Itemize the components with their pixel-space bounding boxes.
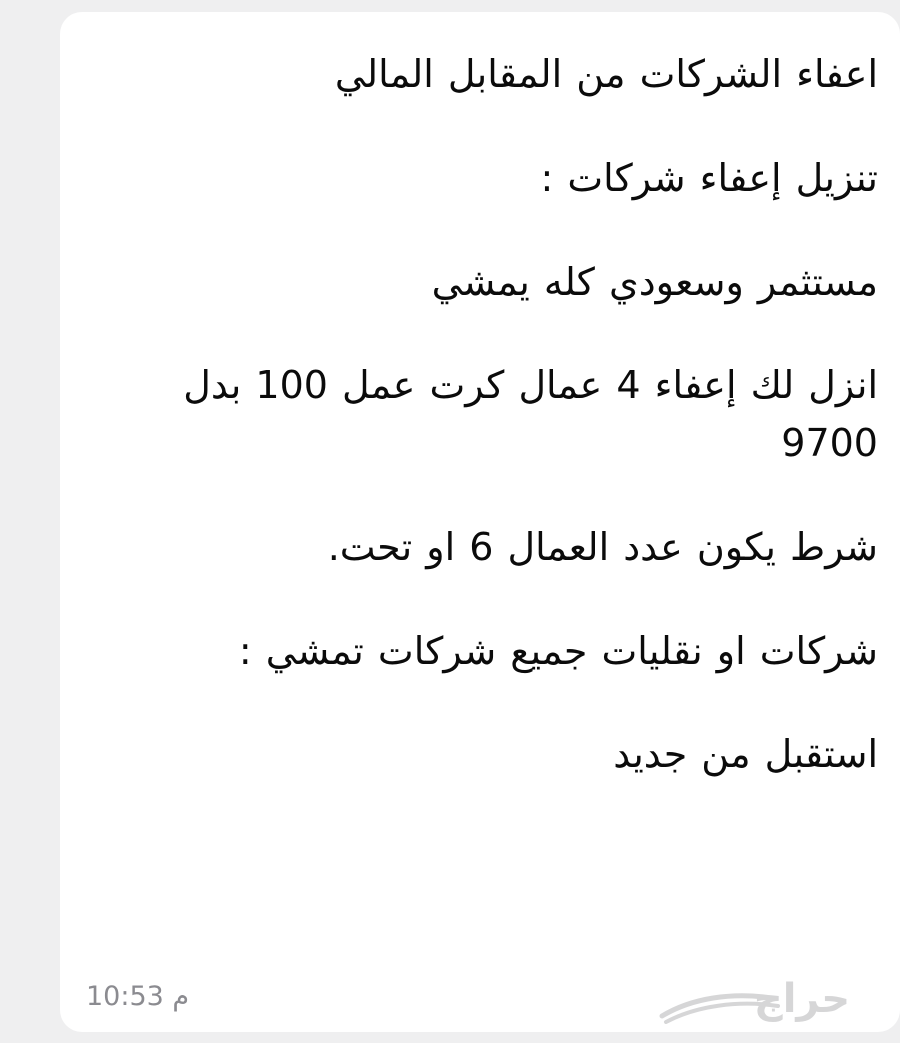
message-line-6: شركات او نقليات جميع شركات تمشي :	[238, 628, 878, 673]
message-line-5: شرط يكون عدد العمال 6 او تحت.	[327, 524, 878, 569]
message-timestamp: 10:53 م	[86, 981, 190, 1012]
message-meta	[86, 983, 189, 1010]
message-line-2: تنزيل إعفاء شركات :	[540, 155, 878, 200]
message-line-7: استقبل من جديد	[613, 732, 878, 777]
message-bubble[interactable]	[60, 12, 900, 1032]
message-text	[86, 46, 882, 784]
watermark-text: حراج	[753, 976, 851, 1022]
message-line-1: اعفاء الشركات من المقابل المالي	[334, 52, 878, 96]
haraj-watermark-icon	[652, 972, 882, 1024]
message-line-3: مستثمر وسعودي كله يمشي	[431, 259, 878, 304]
message-line-4: انزل لك إعفاء 4 عمال كرت عمل 100 بدل 9700	[169, 363, 878, 465]
